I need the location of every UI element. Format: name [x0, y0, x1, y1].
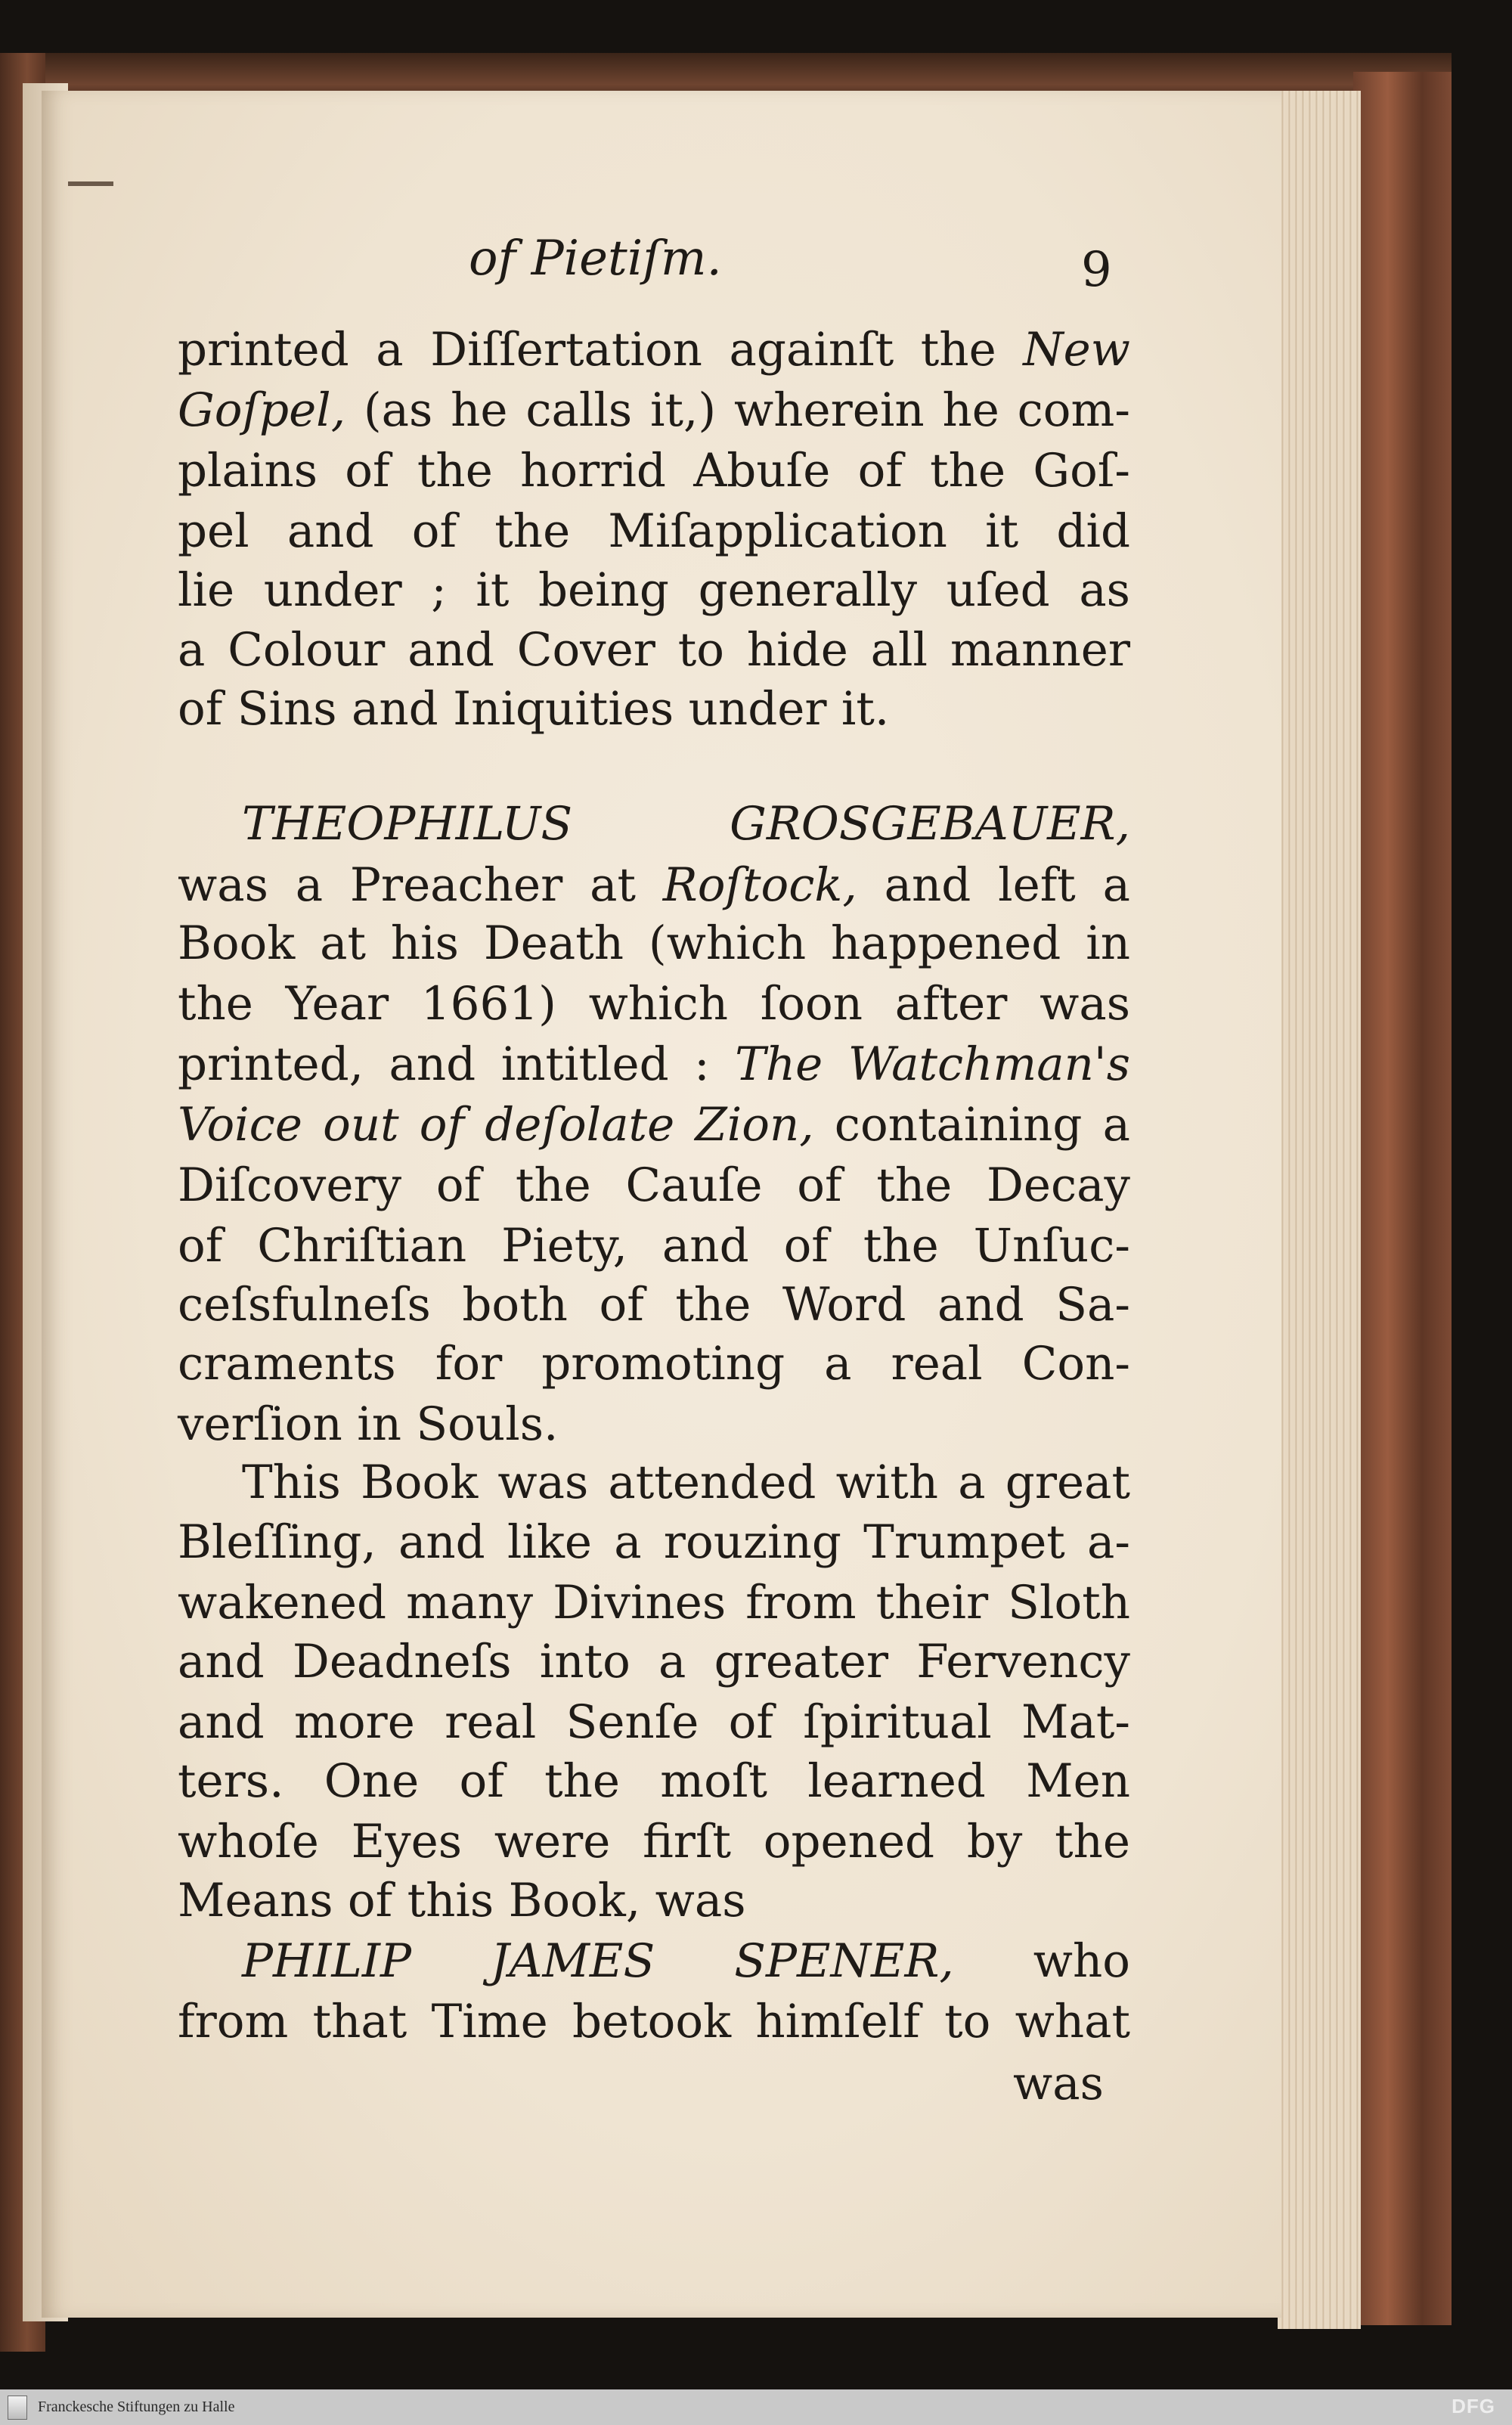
- text-line: [178, 321, 1130, 379]
- text-segment: who: [953, 1934, 1130, 1988]
- text-segment: from that Time betook himſelf to what: [178, 1995, 1130, 2048]
- catchword: was: [1013, 2057, 1104, 2110]
- text-line: [178, 382, 1130, 439]
- text-segment: THEOPHILUS GROSGEBAUER,: [242, 797, 1130, 851]
- text-line: [178, 1633, 1130, 1691]
- text-line: [242, 795, 1130, 853]
- text-segment: of Chriſtian Piety, and of the Unſuc-: [178, 1219, 1130, 1273]
- text-line: [178, 681, 1130, 738]
- book-cover-right: [1353, 72, 1452, 2325]
- institution-logo-icon: [8, 2396, 27, 2420]
- institution-name: Franckesche Stiftungen zu Halle: [38, 2399, 235, 2415]
- text-segment: printed, and intitled :: [178, 1037, 736, 1091]
- text-line: [178, 1813, 1130, 1871]
- text-segment: Book at his Death (which happened in: [178, 916, 1130, 970]
- text-segment: (as he calls it,) wherein he com-: [345, 383, 1130, 437]
- text-segment: Bleſſing, and like a rouzing Trumpet a-: [178, 1515, 1130, 1569]
- footer-bar: [0, 2389, 1512, 2425]
- text-segment: Means of this Book, was: [178, 1874, 746, 1927]
- text-segment: was a Preacher at: [178, 858, 663, 912]
- text-segment: The Watchman's: [735, 1037, 1131, 1091]
- text-segment: ceſsfulneſs both of the Word and Sa-: [178, 1278, 1130, 1332]
- text-line: [242, 1454, 1130, 1512]
- text-segment: craments for promoting a real Con-: [178, 1337, 1130, 1391]
- text-segment: This Book was attended with a great: [242, 1456, 1130, 1509]
- text-segment: wakened many Divines from their Sloth: [178, 1576, 1130, 1630]
- text-line: [178, 562, 1130, 619]
- running-header: of Pietiſm.: [469, 231, 722, 287]
- text-line: [178, 1335, 1130, 1393]
- text-line: [178, 975, 1130, 1033]
- text-segment: plains of the horrid Abuſe of the Goſ-: [178, 444, 1130, 498]
- text-line: [178, 1157, 1130, 1214]
- text-segment: pel and of the Miſapplication it did: [178, 504, 1130, 558]
- funder-logo: DFG: [1452, 2395, 1495, 2417]
- text-segment: of Sins and Iniquities under it.: [178, 682, 890, 736]
- gutter-mark: [68, 181, 113, 186]
- text-line: [178, 1217, 1130, 1275]
- text-line: [178, 503, 1130, 560]
- text-segment: and Deadneſs into a greater Fervency: [178, 1635, 1130, 1689]
- text-segment: lie under ; it being generally uſed as: [178, 563, 1130, 617]
- text-segment: and left a: [857, 858, 1130, 912]
- text-segment: a Colour and Cover to hide all manner: [178, 623, 1130, 677]
- text-line: [178, 915, 1130, 972]
- text-segment: whoſe Eyes were firſt opened by the: [178, 1815, 1130, 1868]
- text-line: [178, 1036, 1130, 1093]
- text-segment: Diſcovery of the Cauſe of the Decay: [178, 1158, 1130, 1212]
- text-line: [178, 1514, 1130, 1571]
- page-edges: [1278, 91, 1361, 2329]
- text-segment: Goſpel,: [178, 383, 346, 437]
- text-line: [242, 1933, 1130, 1990]
- text-segment: PHILIP JAMES SPENER,: [242, 1934, 954, 1988]
- text-line: [178, 857, 1130, 914]
- text-line: [178, 1096, 1130, 1154]
- text-line: [178, 1753, 1130, 1810]
- text-line: [178, 1574, 1130, 1632]
- text-segment: verſion in Souls.: [178, 1397, 559, 1451]
- text-segment: the Year 1661) which ſoon after was: [178, 977, 1130, 1031]
- text-segment: containing a: [813, 1098, 1130, 1152]
- text-line: [178, 1993, 1130, 2051]
- text-segment: New: [1023, 323, 1130, 377]
- text-line: [178, 1276, 1130, 1334]
- text-segment: ters. One of the moſt learned Men: [178, 1754, 1130, 1808]
- text-segment: Roſtock,: [662, 858, 857, 912]
- text-segment: and more real Senſe of ſpiritual Mat-: [178, 1695, 1130, 1749]
- text-line: [178, 1872, 1130, 1930]
- text-line: [178, 442, 1130, 500]
- text-segment: printed a Diſſertation againſt the: [178, 323, 1024, 377]
- page-number: 9: [1081, 242, 1112, 298]
- text-segment: Voice out of deſolate Zion,: [178, 1098, 814, 1152]
- text-line: [178, 1396, 1130, 1453]
- text-line: [178, 1694, 1130, 1751]
- text-line: [178, 622, 1130, 679]
